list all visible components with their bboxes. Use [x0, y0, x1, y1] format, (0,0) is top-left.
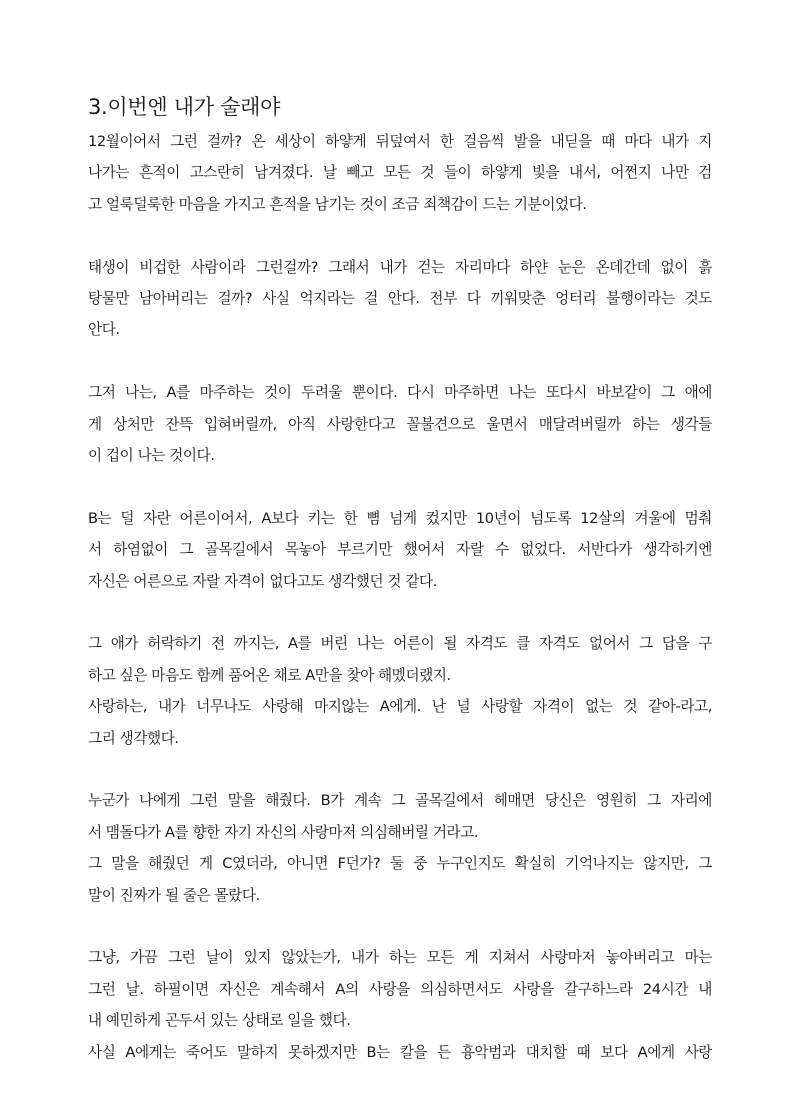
text-line: 탕물만 남아버리는 걸까? 사실 억지라는 걸 안다. 전부 다 끼워맞춘 엉터리 불행이라는 것도	[88, 290, 712, 308]
text-line: 그 말을 해줬던 게 C였더라, 아니면 F던가? 둘 중 누구인지도 확실히 기억나지는 않지만, 그	[88, 855, 712, 873]
text-line: 서 맴돌다가 A를 향한 자기 자신의 사랑마저 의심해버릴 거라고.	[88, 823, 479, 841]
paragraph-gap	[88, 346, 712, 377]
text-line: B는 덜 자란 어른이어서, A보다 키는 한 뼘 넘게 컸지만 10년이 넘도록 12살의 겨울에 멈춰	[88, 509, 712, 527]
text-line: 자신은 어른으로 자랄 자격이 없다고도 생각했던 것 같다.	[88, 572, 437, 590]
paragraph	[88, 503, 712, 597]
document-page	[88, 92, 712, 1068]
text-line: 게 상처만 잔뜩 입혀버릴까, 아직 사랑한다고 꼴불견으로 울면서 매달려버릴까 하는 생각들	[88, 415, 712, 433]
paragraph	[88, 252, 712, 346]
paragraph	[88, 942, 712, 1068]
text-line: 사랑하는, 내가 너무나도 사랑해 마지않는 A에게. 난 널 사랑할 자격이 없는 것 같아-라고,	[88, 698, 712, 716]
text-line: 그런 날. 하필이면 자신은 계속해서 A의 사랑을 의심하면서도 사랑을 갈구하느라 24시간 내	[88, 980, 712, 998]
paragraph-gap	[88, 220, 712, 251]
text-line: 태생이 비겁한 사람이라 그런걸까? 그래서 내가 걷는 자리마다 하얀 눈은 온데간데 없이 흙	[88, 258, 712, 276]
paragraph-gap	[88, 754, 712, 785]
text-line: 말이 진짜가 될 줄은 몰랐다.	[88, 886, 260, 904]
paragraph	[88, 126, 712, 220]
text-line: 서 하염없이 그 골목길에서 목놓아 부르기만 했어서 자랄 수 없었다. 서반다가 생각하기엔	[88, 541, 712, 559]
text-line: 그냥, 가끔 그런 날이 있지 않았는가, 내가 하는 모든 게 지쳐서 사랑마저 놓아버리고 마는	[88, 949, 712, 967]
text-line: 나가는 흔적이 고스란히 남겨졌다. 날 빼고 모든 것 들이 하얗게 빛을 내서, 어쩐지 나만 검	[88, 164, 712, 182]
text-line: 이 겁이 나는 것이다.	[88, 447, 215, 465]
text-line: 고 얼룩덜룩한 마음을 가지고 흔적을 남기는 것이 조금 죄책감이 드는 기분이었다.	[88, 195, 587, 213]
paragraph	[88, 628, 712, 754]
text-line: 내 예민하게 곤두서 있는 상태로 일을 했다.	[88, 1012, 351, 1030]
text-line: 안다.	[88, 321, 120, 339]
paragraph	[88, 377, 712, 471]
document-title: 3.이번엔 내가 술래야	[88, 95, 281, 119]
text-line: 12월이어서 그런 걸까? 온 세상이 하얗게 뒤덮여서 한 걸음씩 발을 내딛을 때 마다 내가 지	[88, 133, 712, 150]
paragraph-gap	[88, 597, 712, 628]
text-line: 하고 싶은 마음도 함께 품어온 채로 A만을 찾아 해멨더랬지.	[88, 666, 451, 684]
text-line: 사실 A에게는 죽어도 말하지 못하겠지만 B는 칼을 든 흉악범과 대치할 때 보다 A에게 사랑	[88, 1043, 712, 1061]
paragraph-gap	[88, 911, 712, 942]
text-line: 그리 생각했다.	[88, 729, 179, 747]
document-body	[88, 126, 712, 1068]
text-line: 누군가 나에게 그런 말을 해줬다. B가 계속 그 골목길에서 헤매면 당신은 영원히 그 자리에	[88, 792, 712, 810]
paragraph-gap	[88, 471, 712, 502]
text-line: 그저 나는, A를 마주하는 것이 두려울 뿐이다. 다시 마주하면 나는 또다시 바보같이 그 애에	[88, 384, 712, 402]
text-line: 그 애가 허락하기 전 까지는, A를 버린 나는 어른이 될 자격도 클 자격도 없어서 그 답을 구	[88, 635, 712, 653]
paragraph	[88, 785, 712, 911]
